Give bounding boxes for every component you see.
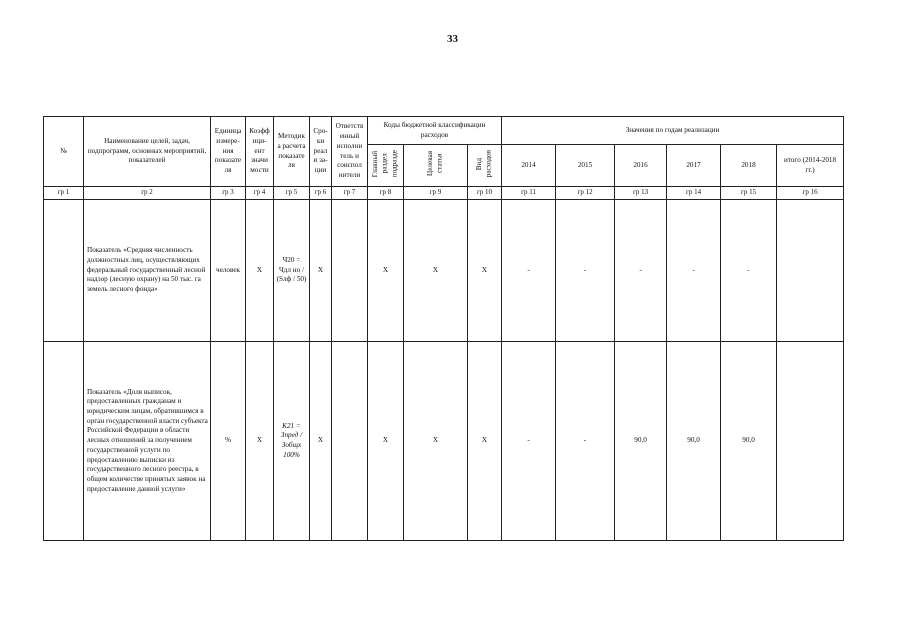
indicator-responsible <box>332 200 368 342</box>
column-index: гр 3 <box>211 187 246 200</box>
header-year: 2014 <box>502 145 556 187</box>
header-term: Сро-ки реали за-ции <box>310 117 332 187</box>
column-index: гр 7 <box>332 187 368 200</box>
column-index: гр 9 <box>404 187 468 200</box>
header-year-total: итого (2014-2018 гг.) <box>777 145 844 187</box>
table-row <box>44 342 844 541</box>
column-index: гр 16 <box>777 187 844 200</box>
value-total <box>777 200 844 342</box>
value-2017: - <box>667 200 721 342</box>
column-index: гр 10 <box>468 187 502 200</box>
value-2016: - <box>615 200 667 342</box>
column-index: гр 14 <box>667 187 721 200</box>
value-2016: 90,0 <box>615 342 667 541</box>
header-budget-codes: Коды бюджетной классификации расходов <box>368 117 502 145</box>
value-total <box>777 342 844 541</box>
column-index: гр 5 <box>274 187 310 200</box>
value-2018: 90,0 <box>721 342 777 541</box>
header-code-target-item: Целевая статья <box>404 145 468 187</box>
indicator-term: X <box>310 200 332 342</box>
header-year: 2018 <box>721 145 777 187</box>
indicator-method: Ч20 = Чдл но / (Sлф / 50) <box>274 200 310 342</box>
column-index: гр 12 <box>556 187 615 200</box>
header-code-expense-type: Вид расходов <box>468 145 502 187</box>
header-responsible: Ответств енный исполни тель и соиспол нители <box>332 117 368 187</box>
code-target-item: X <box>404 200 468 342</box>
column-index: гр 13 <box>615 187 667 200</box>
header-year: 2016 <box>615 145 667 187</box>
indicator-coefficient: X <box>246 342 274 541</box>
table-row <box>44 200 844 342</box>
code-target-item: X <box>404 342 468 541</box>
header-code-main-section: Главный раздел подразде <box>368 145 404 187</box>
header-year: 2017 <box>667 145 721 187</box>
code-main-section: X <box>368 200 404 342</box>
header-method: Методик а расчета показате ля <box>274 117 310 187</box>
value-2014: - <box>502 342 556 541</box>
page-number: 33 <box>447 33 458 45</box>
value-2017: 90,0 <box>667 342 721 541</box>
value-2015: - <box>556 200 615 342</box>
header-values-by-year: Значения по годам реализации <box>502 117 844 145</box>
indicator-method: K21 = Зпред /Зобщх 100% <box>274 342 310 541</box>
column-index: гр 6 <box>310 187 332 200</box>
indicator-unit: % <box>211 342 246 541</box>
indicator-name: Показатель «Доля выписок, предоставленных гражданам и юридическим лицам, обратившимся в орган государственной власти субъекта Российской Федерации в области лесных отношений за получением государственной услуги по предоставлению выписки из государственного лесного реестра, в общем количестве принятых заявок на предоставление данной услуги» <box>84 342 211 541</box>
header-coefficient: Коэфф ици-ент значи мости <box>246 117 274 187</box>
header-year: 2015 <box>556 145 615 187</box>
column-index: гр 2 <box>84 187 211 200</box>
column-index: гр 8 <box>368 187 404 200</box>
column-index: гр 4 <box>246 187 274 200</box>
indicator-responsible <box>332 342 368 541</box>
code-expense-type: X <box>468 342 502 541</box>
code-main-section: X <box>368 342 404 541</box>
code-expense-type: X <box>468 200 502 342</box>
value-2018: - <box>721 200 777 342</box>
value-2014: - <box>502 200 556 342</box>
header-row-1 <box>44 117 844 145</box>
header-unit: Единица измере-ния показате ля <box>211 117 246 187</box>
indicator-term: X <box>310 342 332 541</box>
program-indicators-table <box>43 116 844 541</box>
value-2015: - <box>556 342 615 541</box>
header-name: Наименование целей, задач, подпрограмм, основных мероприятий, показателей <box>84 117 211 187</box>
column-index: гр 15 <box>721 187 777 200</box>
column-index: гр 11 <box>502 187 556 200</box>
column-index-row <box>44 187 844 200</box>
row-number <box>44 200 84 342</box>
indicator-unit: человек <box>211 200 246 342</box>
row-number <box>44 342 84 541</box>
indicator-name: Показатель «Средняя численность должностных лиц, осуществляющих федеральный государственный лесной надзор (лесную охрану) на 50 тыс. га земель лесного фонда» <box>84 200 211 342</box>
header-no: № <box>44 117 84 187</box>
indicator-coefficient: X <box>246 200 274 342</box>
column-index: гр 1 <box>44 187 84 200</box>
